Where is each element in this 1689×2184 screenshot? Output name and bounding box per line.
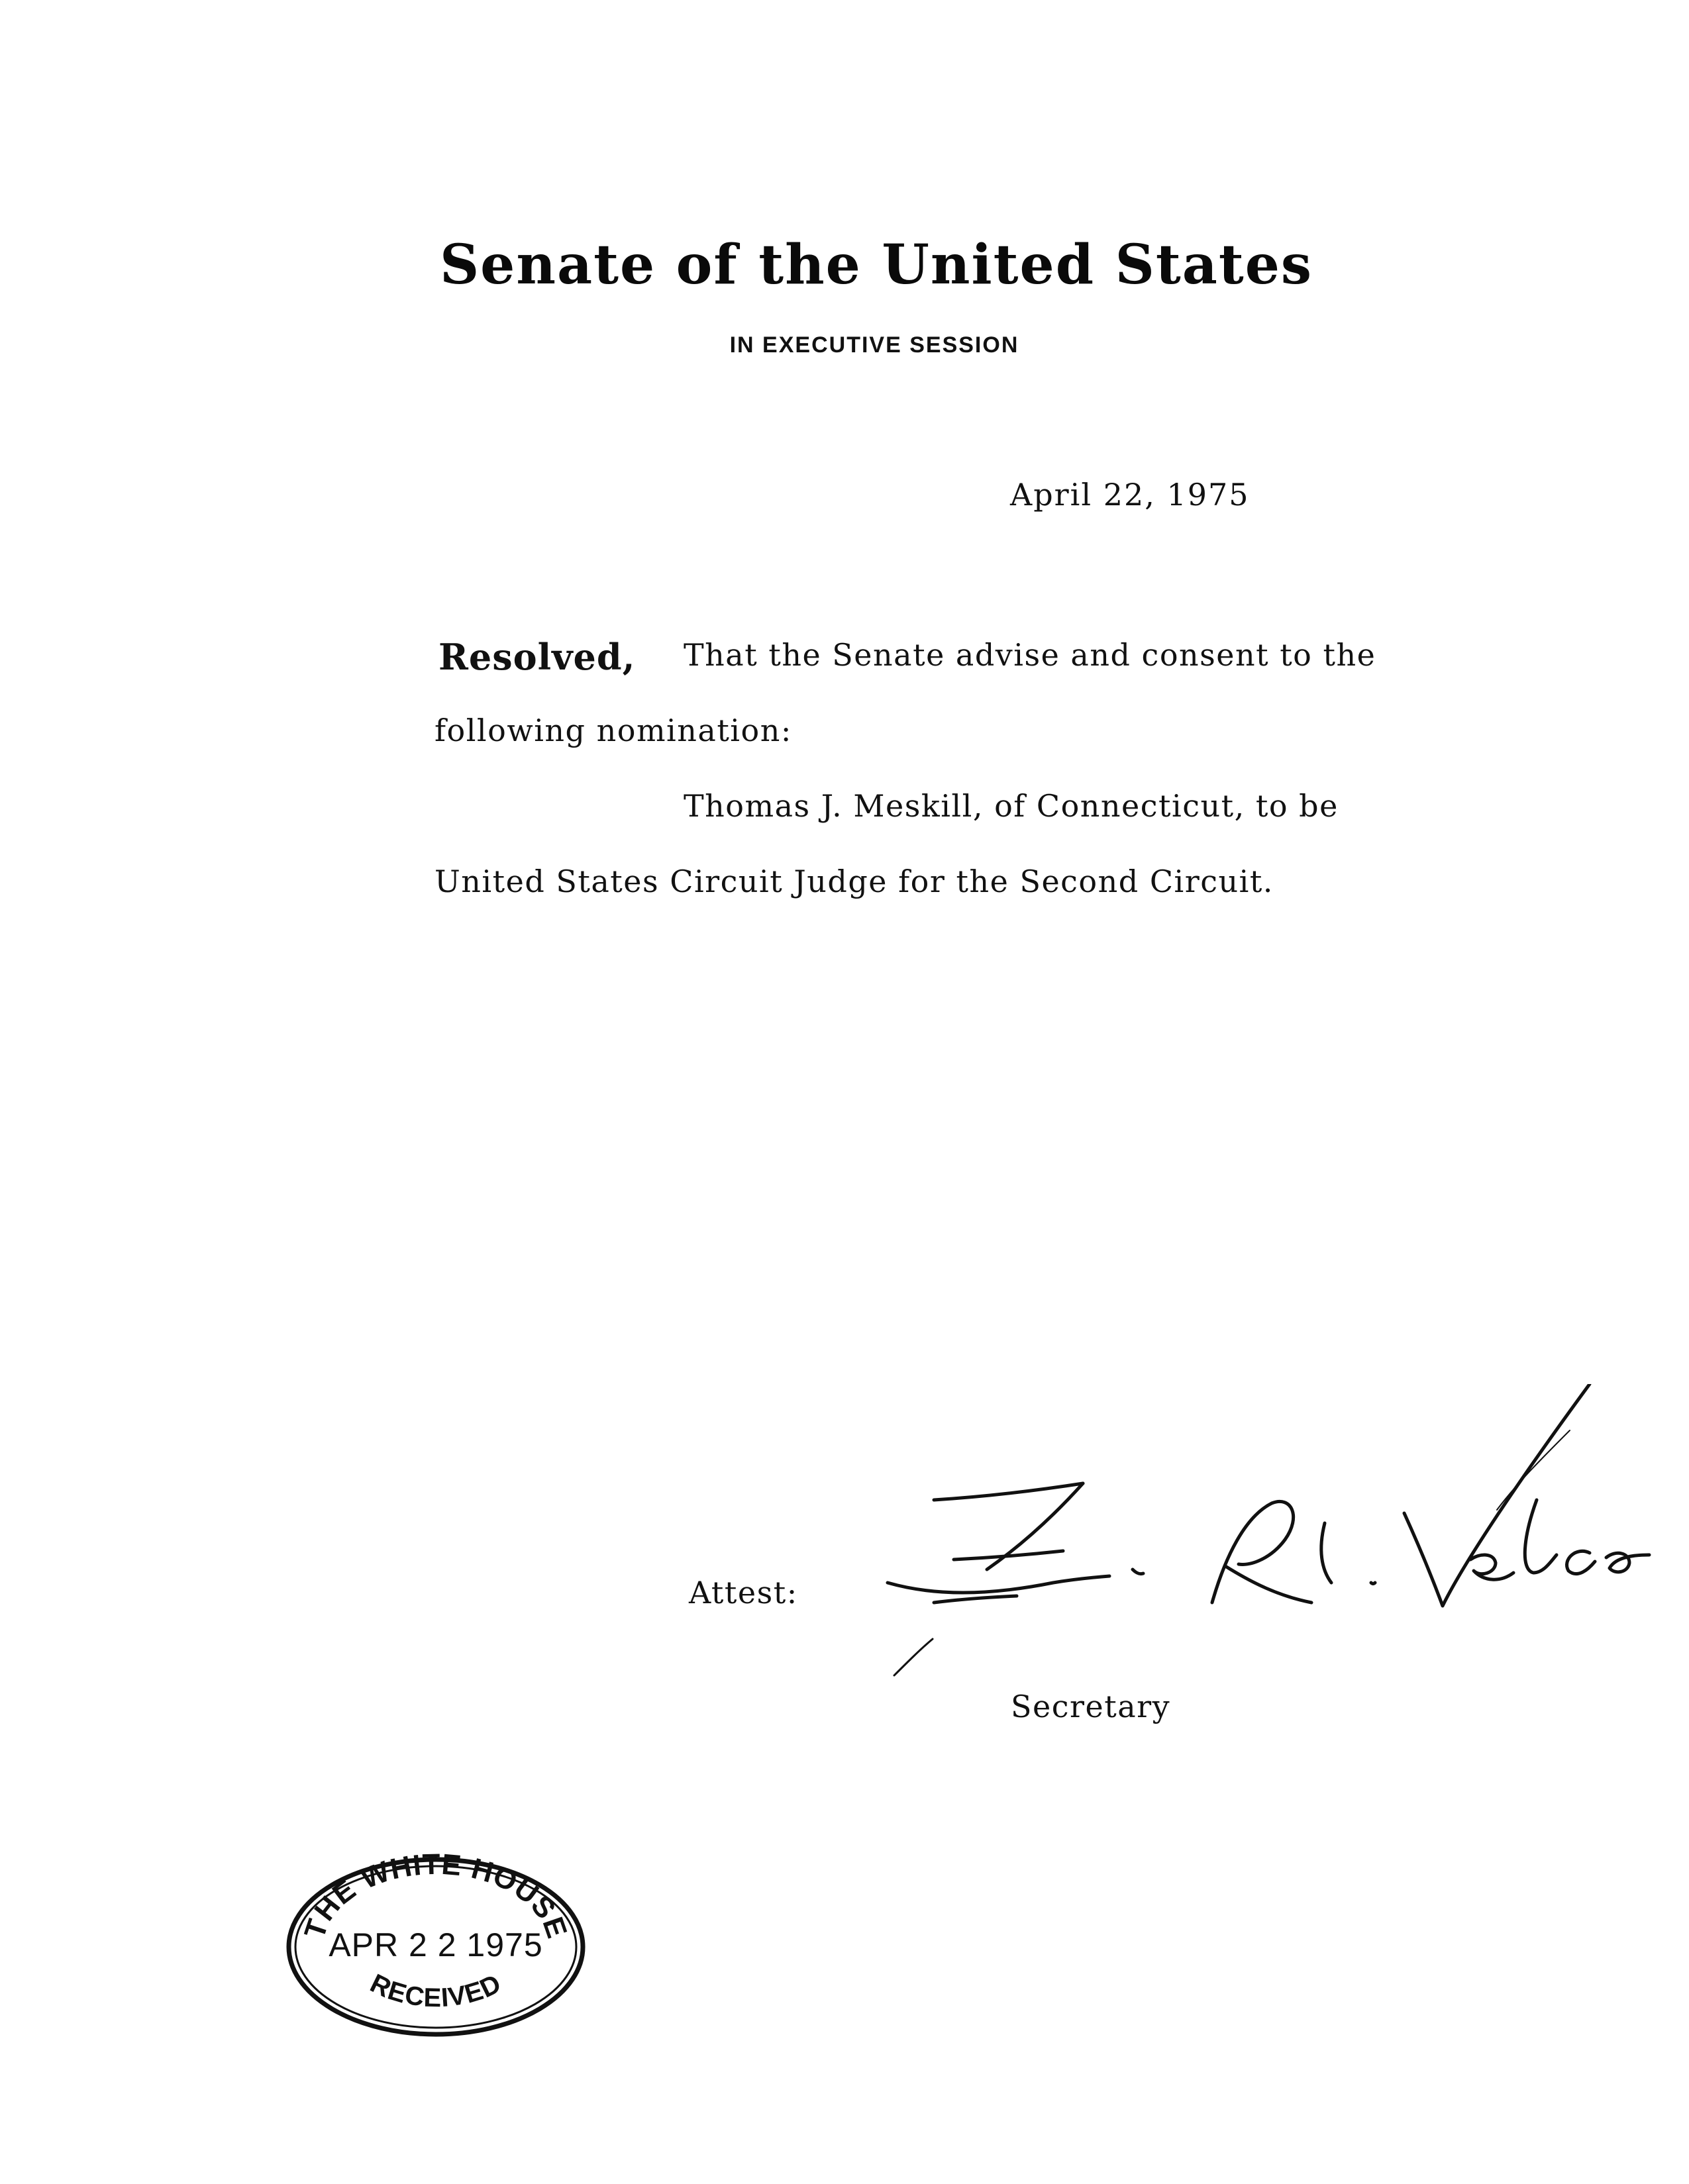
white-house-received-stamp — [277, 1848, 595, 2046]
secretary-signature — [854, 1384, 1676, 1702]
resolution-line-2: following nomination: — [435, 713, 792, 748]
signatory-title: Secretary — [1011, 1689, 1171, 1724]
stamp-top-text: THE WHITE HOUSE — [298, 1848, 574, 1943]
nomination-line-2: United States Circuit Judge for the Second Circuit. — [435, 864, 1274, 899]
attest-label: Attest: — [689, 1575, 798, 1611]
resolution-line-1: That the Senate advise and consent to the — [684, 637, 1376, 673]
senate-heading: Senate of the United States — [439, 233, 1313, 297]
stamp-bottom-text: RECEIVED — [366, 1968, 506, 2013]
stamp-date: APR 2 2 1975 — [329, 1926, 543, 1963]
nomination-line-1: Thomas J. Meskill, of Connecticut, to be — [684, 788, 1339, 824]
resolution-date: April 22, 1975 — [1010, 477, 1250, 513]
resolved-word: Resolved, — [438, 636, 636, 678]
session-subheading: IN EXECUTIVE SESSION — [729, 332, 1019, 358]
